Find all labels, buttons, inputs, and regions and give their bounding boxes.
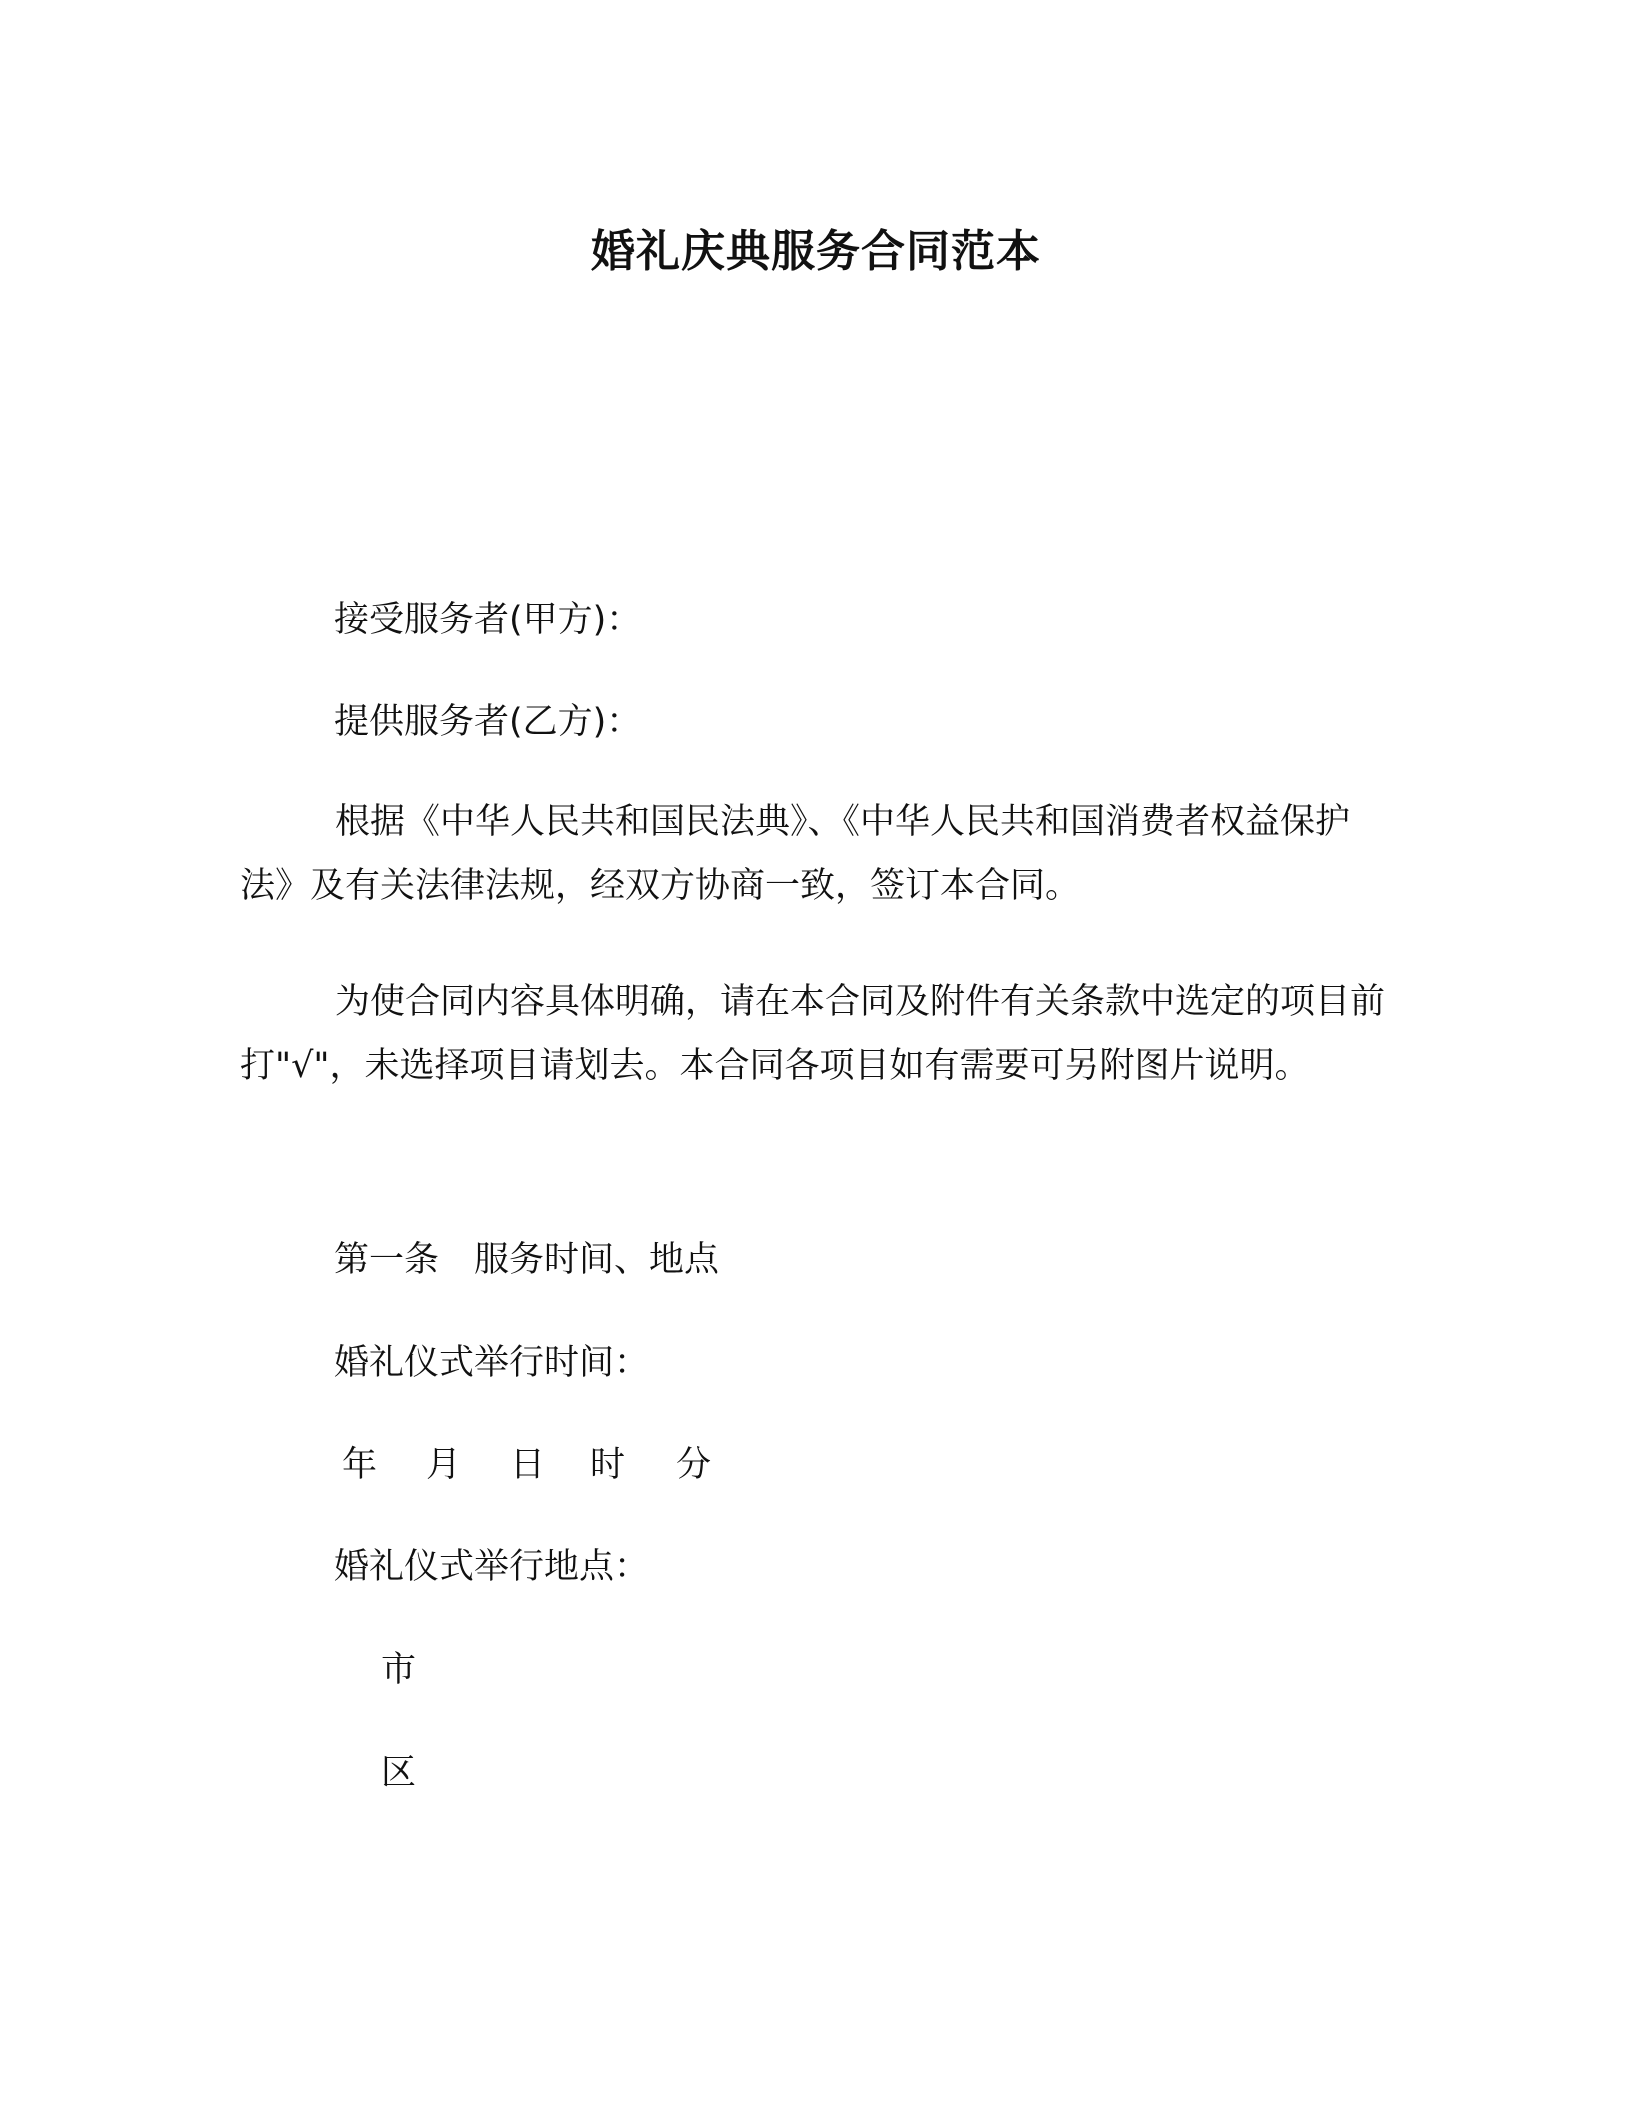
ceremony-place-label: 婚礼仪式举行地点： <box>334 1547 650 1587</box>
party-b-line: 提供服务者(乙方)： <box>334 702 642 742</box>
instruction-paragraph: 为使合同内容具体明确，请在本合同及附件有关条款中选定的项目前打"√"，未选择项目请划去。本合同各项目如有需要可另附图片说明。 <box>240 982 1386 1086</box>
ceremony-time-label: 婚礼仪式举行时间： <box>334 1343 650 1383</box>
article-1-heading: 第一条 服务时间、地点 <box>334 1240 720 1280</box>
document-title: 婚礼庆典服务合同范本 <box>591 226 1041 277</box>
district-line: 区 <box>381 1753 417 1793</box>
ceremony-time-fields <box>342 1440 711 1490</box>
day-unit: 日 <box>510 1445 546 1485</box>
city-line: 市 <box>381 1650 417 1690</box>
minute-unit: 分 <box>676 1445 712 1485</box>
month-unit: 月 <box>426 1445 462 1485</box>
intro-paragraph: 根据《中华人民共和国民法典》、《中华人民共和国消费者权益保护法》及有关法律法规，经双方协商一致，签订本合同。 <box>240 802 1351 906</box>
year-unit: 年 <box>342 1445 378 1485</box>
party-a-line: 接受服务者(甲方)： <box>334 600 642 640</box>
hour-unit: 时 <box>590 1445 626 1485</box>
